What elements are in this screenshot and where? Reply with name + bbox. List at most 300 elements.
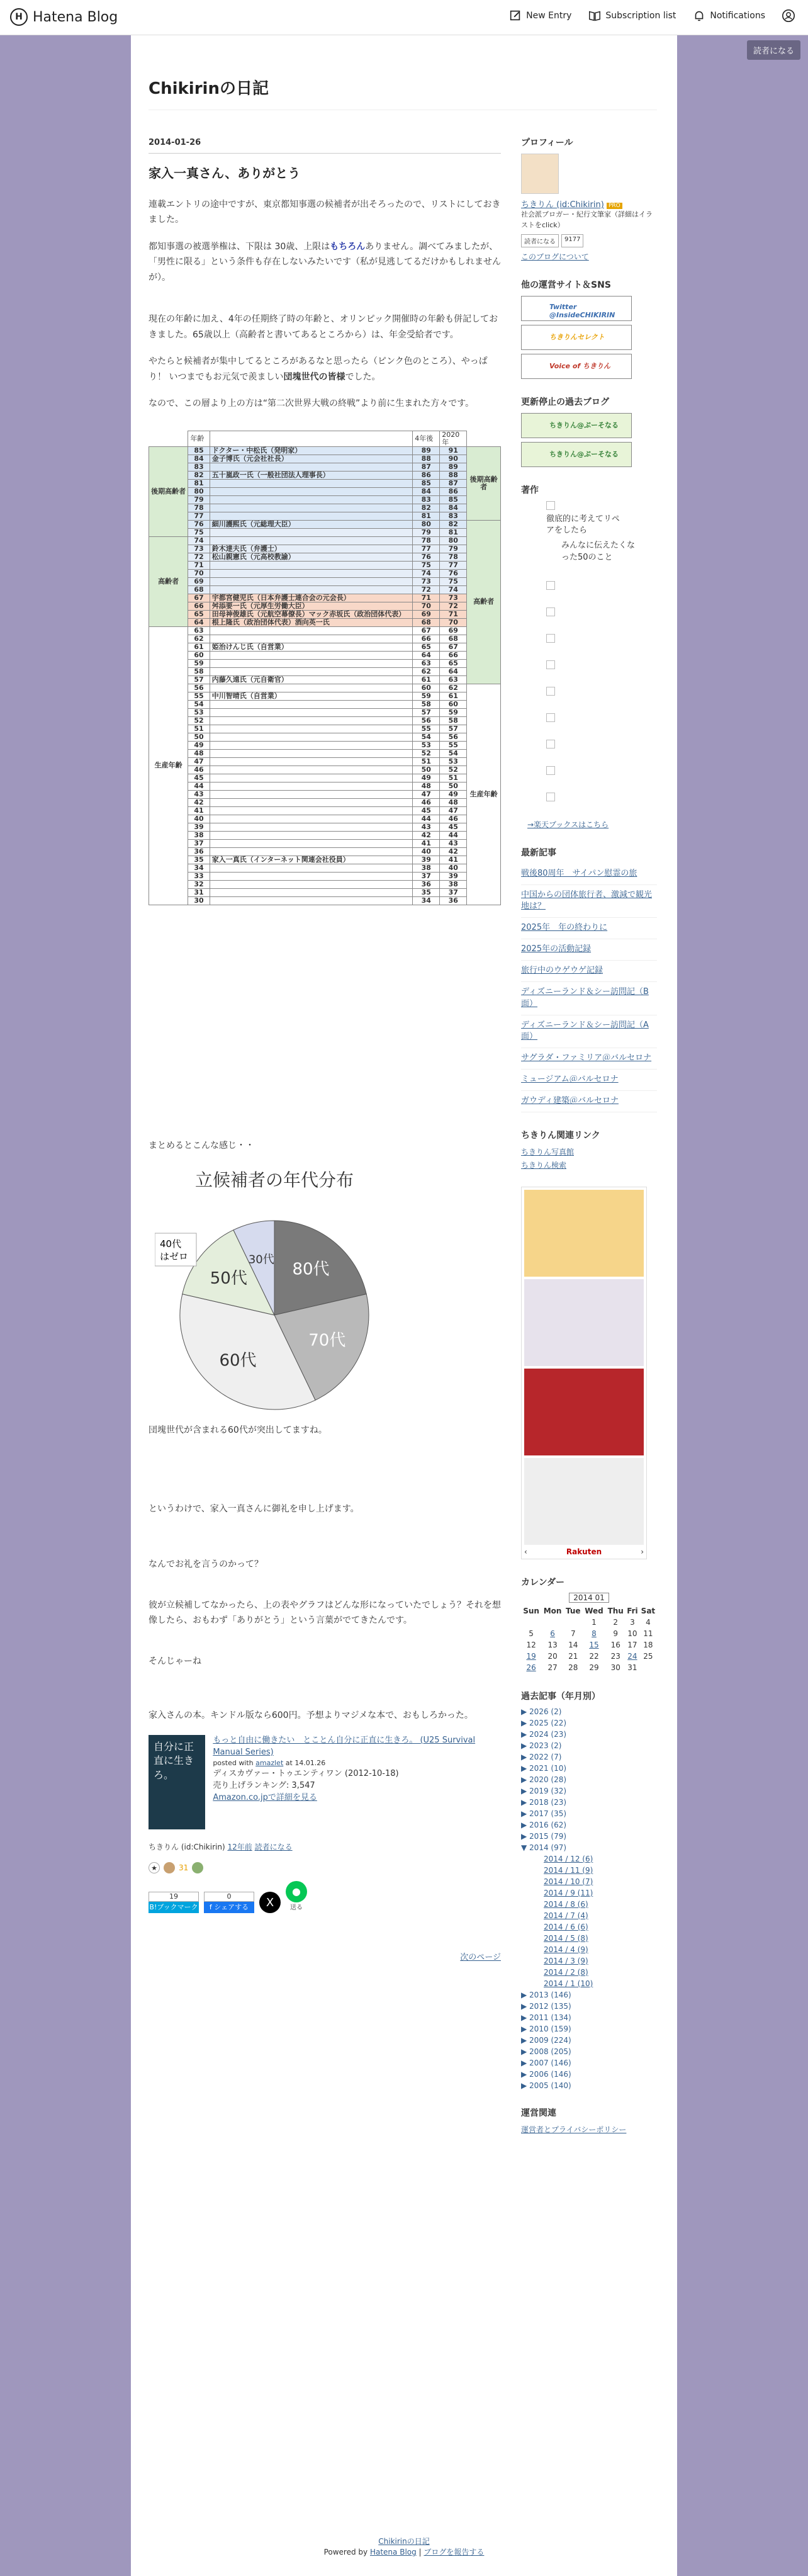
age-cell: 47 [440, 806, 467, 815]
age-cell: 53 [188, 708, 210, 716]
age-cell: 83 [440, 512, 467, 520]
table-row [149, 643, 501, 651]
archive-year[interactable]: ▶ 2019 (32) [521, 1786, 567, 1795]
age-cell: 36 [188, 847, 210, 856]
rakuten-logo[interactable]: Rakuten [566, 1547, 602, 1556]
age-cell: 88 [413, 455, 440, 463]
calendar-day: 31 [627, 1663, 637, 1672]
calendar-day-header: Fri [627, 1606, 638, 1615]
entry-title[interactable]: 家入一真さん、ありがとう [149, 165, 301, 181]
archive-year[interactable]: ▶ 2015 (79) [521, 1831, 567, 1841]
age-cell: 70 [440, 618, 467, 626]
age-cell: 39 [413, 856, 440, 864]
candidate-cell [210, 635, 413, 643]
age-cell: 68 [188, 585, 210, 594]
candidate-cell [210, 798, 413, 806]
paragraph: 団塊世代が含まれる60代が突出してますね。 [149, 1425, 327, 1436]
age-cell: 60 [188, 651, 210, 659]
archive-year[interactable]: ▶ 2020 (28) [521, 1775, 567, 1784]
archive-month[interactable]: 2014 / 1 (10) [544, 1979, 593, 1988]
candidate-cell [210, 585, 413, 594]
age-cell: 76 [440, 569, 467, 577]
table-row [149, 741, 501, 749]
share-buttons [149, 1881, 501, 1914]
calendar-day-link[interactable]: 26 [526, 1663, 536, 1672]
age-cell: 64 [188, 618, 210, 626]
recent-entry-link[interactable]: 戦後80周年 サイパン慰霊の旅 [521, 864, 657, 885]
table-row [149, 487, 501, 495]
pie-label-1: 70代 [308, 1331, 346, 1350]
next-page-link[interactable]: 次のページ [460, 1953, 501, 1963]
blog-page [131, 35, 677, 2576]
paragraph: やたらと候補者が集中してるところがあるなと思ったら（ピンク色のところ）、やっぱり！ いつまでもお元気で羨ましい団塊世代の皆様でした。 [149, 356, 488, 382]
paragraph: 連載エントリの途中ですが、東京都知事選の候補者が出そろったので、リストにしておきました。 [149, 199, 501, 225]
table-row [149, 790, 501, 798]
recent-entry-link[interactable]: ディズニーランド＆シー訪問記（A面） [521, 1015, 657, 1049]
age-cell: 40 [440, 864, 467, 872]
age-cell: 64 [440, 667, 467, 675]
age-cell: 66 [440, 651, 467, 659]
book-icon [588, 9, 602, 23]
candidate-cell [210, 847, 413, 856]
archive-year[interactable]: ▶ 2006 (146) [521, 2069, 571, 2079]
age-cell: 60 [413, 684, 440, 692]
age-cell: 86 [440, 487, 467, 495]
recent-entry-link[interactable]: 中国からの団体旅行者、激減で観光地は？ [521, 885, 657, 918]
calendar-header-row [521, 1605, 657, 1617]
age-cell: 46 [413, 798, 440, 806]
ad-prev-icon[interactable]: ‹ [524, 1547, 527, 1556]
table-row [149, 798, 501, 806]
candidate-cell: 金子博氏（元会社社長） [210, 455, 413, 463]
candidate-cell [210, 684, 413, 692]
section-heading: 最新記事 [521, 847, 556, 858]
archive-year[interactable]: ▶ 2013 (146) [521, 1990, 571, 1999]
age-cell: 35 [413, 888, 440, 896]
footer-hatena-link[interactable]: Hatena Blog [369, 2548, 417, 2556]
age-cell: 62 [440, 684, 467, 692]
age-cell: 46 [188, 765, 210, 774]
age-cell: 68 [440, 635, 467, 643]
pie-label-5: 30代 [248, 1253, 274, 1267]
age-cell: 45 [440, 823, 467, 831]
pie-chart [155, 1165, 394, 1416]
age-cell: 50 [413, 765, 440, 774]
candidate-cell [210, 782, 413, 790]
age-cell: 45 [413, 806, 440, 815]
other-site-banner[interactable]: ちきりんセレクト [521, 325, 632, 350]
age-cell: 79 [413, 528, 440, 536]
age-cell: 40 [188, 815, 210, 823]
age-cell: 45 [188, 774, 210, 782]
age-table [149, 431, 501, 905]
age-cell: 87 [440, 479, 467, 487]
section-heading: 過去記事（年月別） [521, 1691, 600, 1702]
age-cell: 67 [413, 626, 440, 635]
ad-item-image[interactable] [524, 1458, 644, 1545]
table-row [149, 847, 501, 856]
amazlet-link[interactable]: amazlet [255, 1759, 284, 1768]
candidate-cell: 舛添要一氏（元厚生労働大臣） [210, 602, 413, 610]
candidate-cell [210, 872, 413, 880]
book-placeholder-icon[interactable] [546, 501, 555, 510]
book-title-link[interactable]: もっと自由に働きたい とことん自分に正直に生きろ。 (U25 Survival Manual Series) [213, 1735, 476, 1757]
archive-year[interactable]: ▶ 2021 (10) [521, 1763, 567, 1773]
calendar-day: 2 [613, 1617, 619, 1627]
archive-month[interactable]: 2014 / 7 (4) [544, 1911, 588, 1920]
calendar-day: 3 [630, 1617, 635, 1627]
blog-title[interactable]: Chikirinの日記 [149, 79, 269, 98]
book-widget [149, 1735, 501, 1829]
ad-nav [524, 1547, 644, 1556]
meta-reader-link[interactable]: 読者になる [254, 1842, 293, 1851]
candidate-cell [210, 561, 413, 569]
archive-month[interactable]: 2014 / 5 (8) [544, 1933, 588, 1943]
profile-reader-count: 9177 [561, 234, 583, 247]
about-blog-link[interactable]: このブログについて [521, 252, 589, 261]
recent-entry-link[interactable]: ミュージアム＠バルセロナ [521, 1070, 657, 1091]
age-cell: 44 [188, 782, 210, 790]
candidate-cell: 鈴木達夫氏（弁護士） [210, 545, 413, 553]
archive-month[interactable]: 2014 / 2 (8) [544, 1967, 588, 1977]
age-cell: 49 [413, 774, 440, 782]
archive-year[interactable]: ▶ 2010 (159) [521, 2024, 571, 2033]
related-links-section [521, 1129, 657, 1170]
age-cell: 63 [413, 659, 440, 667]
archive-month[interactable]: 2014 / 8 (6) [544, 1899, 588, 1909]
candidate-cell [210, 536, 413, 545]
other-site-banner[interactable]: Twitter @InsideCHIKIRIN [521, 296, 632, 321]
ad-item-image[interactable] [524, 1279, 644, 1366]
archive-month[interactable]: 2014 / 11 (9) [544, 1865, 593, 1875]
hatena-blog-logo[interactable]: H Hatena Blog [10, 8, 118, 26]
add-star-icon[interactable]: ★ [149, 1862, 160, 1873]
archive-month[interactable]: 2014 / 6 (6) [544, 1922, 588, 1931]
candidate-cell [210, 896, 413, 905]
candidate-cell [210, 512, 413, 520]
table-row [149, 872, 501, 880]
age-cell: 77 [440, 561, 467, 569]
archive-year[interactable]: ▶ 2011 (134) [521, 2013, 571, 2022]
related-link[interactable]: ちきりん検索 [521, 1160, 567, 1170]
paragraph: 彼が立候補してなかったら、上の表やグラフはどんな形になっていたでしょう？それを想像したら、おもわず「ありがとう」という言葉がでてきたんです。 [149, 1600, 501, 1626]
col-header [210, 431, 413, 446]
amazon-detail-link[interactable]: Amazon.co.jpで詳細を見る [213, 1793, 317, 1803]
candidate-cell [210, 790, 413, 798]
section-heading: 著作 [521, 485, 539, 495]
age-cell: 41 [188, 806, 210, 815]
star-count[interactable]: 31 [179, 1863, 189, 1872]
age-cell: 47 [413, 790, 440, 798]
recent-entry-link[interactable]: ガウディ建築＠バルセロナ [521, 1091, 657, 1112]
age-cell: 50 [440, 782, 467, 790]
user-avatar-icon[interactable] [782, 9, 795, 23]
calendar-month-select[interactable]: 2014 01 [569, 1593, 609, 1603]
calendar-day: 10 [627, 1629, 637, 1638]
age-cell: 64 [413, 651, 440, 659]
age-cell: 41 [413, 839, 440, 847]
book-placeholder-icon[interactable] [546, 793, 555, 801]
candidate-cell [210, 495, 413, 504]
age-cell: 51 [413, 757, 440, 765]
candidate-cell [210, 577, 413, 585]
age-cell: 42 [413, 831, 440, 839]
table-row [149, 618, 501, 626]
calendar-day-link[interactable]: 15 [589, 1640, 599, 1649]
candidate-cell [210, 823, 413, 831]
candidate-cell [210, 749, 413, 757]
footer-blog-link[interactable]: Chikirinの日記 [378, 2537, 430, 2546]
age-cell: 55 [440, 741, 467, 749]
age-cell: 70 [413, 602, 440, 610]
book-cover-image[interactable]: 自分に正直に生きろ。 [149, 1735, 205, 1829]
calendar-day [564, 1617, 582, 1628]
age-cell: 84 [188, 455, 210, 463]
paragraph: まとめるとこんな感じ・・ [149, 1140, 254, 1151]
age-cell: 55 [188, 692, 210, 700]
line-share-button[interactable]: ● 送る [286, 1881, 307, 1914]
age-cell: 57 [413, 708, 440, 716]
candidate-cell [210, 487, 413, 495]
calendar-day-link[interactable]: 6 [550, 1629, 555, 1638]
archive-year[interactable]: ▶ 2007 (146) [521, 2058, 571, 2067]
book-title-2[interactable]: みんなに伝えたくなった50のこと [561, 541, 636, 562]
table-row [149, 896, 501, 905]
calendar-day-header: Tue [566, 1606, 581, 1615]
book-placeholder-icon[interactable] [546, 660, 555, 669]
archive-year[interactable]: ▶ 2018 (23) [521, 1797, 567, 1807]
calendar-section [521, 1576, 657, 1673]
side-label-right: 生産年齢 [467, 684, 501, 905]
table-row [149, 667, 501, 675]
table-row [149, 626, 501, 635]
calendar-week [521, 1617, 657, 1628]
age-cell: 73 [413, 577, 440, 585]
age-cell: 78 [413, 536, 440, 545]
age-cell: 87 [413, 463, 440, 471]
age-cell: 89 [440, 463, 467, 471]
age-cell: 83 [188, 463, 210, 471]
age-cell: 57 [440, 725, 467, 733]
section-heading: 他の運営サイト＆SNS [521, 280, 611, 290]
section-heading: ちきりん関連リンク [521, 1130, 600, 1141]
notifications-link[interactable]: Notifications [692, 9, 765, 23]
archive-year[interactable]: ▶ 2016 (62) [521, 1820, 567, 1829]
table-row [149, 839, 501, 847]
calendar-day: 22 [589, 1651, 599, 1661]
facebook-share-button[interactable]: 0 f シェアする [204, 1892, 254, 1913]
calendar-day-link[interactable]: 19 [526, 1651, 536, 1661]
age-cell: 47 [188, 757, 210, 765]
book-placeholder-icon[interactable] [546, 713, 555, 722]
entry-meta: ちきりん (id:Chikirin) 12年前 読者になる [149, 1842, 293, 1851]
archive-month[interactable]: 2014 / 3 (9) [544, 1956, 588, 1965]
age-cell: 51 [188, 725, 210, 733]
old-blog-banner[interactable]: ちきりん@ぷーそなる [521, 442, 632, 467]
calendar-day: 12 [526, 1640, 536, 1649]
new-entry-link[interactable]: New Entry [508, 9, 571, 23]
archive-year[interactable]: ▶ 2012 (135) [521, 2001, 571, 2011]
paragraph: なんでお礼を言うのかって？ [149, 1559, 263, 1570]
table-row [149, 610, 501, 618]
book-placeholder-icon[interactable] [546, 607, 555, 616]
age-cell: 43 [188, 790, 210, 798]
calendar-day-link[interactable]: 24 [627, 1651, 637, 1661]
ad-item-image[interactable] [524, 1190, 644, 1277]
archive-year[interactable]: ▶ 2009 (224) [521, 2035, 571, 2045]
archive-year[interactable]: ▶ 2008 (205) [521, 2047, 571, 2056]
calendar-day-header: Sun [523, 1606, 539, 1615]
candidate-cell: 細川護熙氏（元総理大臣） [210, 520, 413, 528]
age-cell: 66 [413, 635, 440, 643]
archive-year[interactable]: ▼ 2014 (97) [521, 1843, 567, 1852]
old-blog-banner[interactable]: ちきりん@ぷーそなる [521, 413, 632, 438]
old-blogs-section [521, 395, 657, 467]
age-cell: 66 [188, 602, 210, 610]
pie-label-3: 50代 [210, 1269, 247, 1289]
archive-month[interactable]: 2014 / 12 (6) [544, 1854, 593, 1863]
book-placeholder-icon[interactable] [546, 581, 555, 590]
age-cell: 53 [413, 741, 440, 749]
entry-time-link[interactable]: 12年前 [227, 1842, 252, 1851]
table-row [149, 659, 501, 667]
age-cell: 49 [188, 741, 210, 749]
age-cell: 72 [440, 602, 467, 610]
table-row [149, 455, 501, 463]
book-placeholder-icon[interactable] [546, 766, 555, 775]
footer-report-link[interactable]: ブログを報告する [424, 2548, 485, 2556]
candidate-cell [210, 716, 413, 725]
entry-date[interactable]: 2014-01-26 [149, 136, 501, 154]
archive-year[interactable]: ▶ 2005 (140) [521, 2081, 571, 2090]
age-cell: 52 [413, 749, 440, 757]
table-row [149, 880, 501, 888]
age-cell: 73 [188, 545, 210, 553]
table-row [149, 716, 501, 725]
profile-avatar[interactable] [521, 154, 559, 194]
subscription-list-link[interactable]: Subscription list [588, 9, 676, 23]
archive-month[interactable]: 2014 / 4 (9) [544, 1945, 588, 1954]
privacy-policy-link[interactable]: 運営者とプライバシーポリシー [521, 2125, 627, 2134]
archive-year[interactable]: ▶ 2026 (2) [521, 1707, 562, 1716]
calendar-day: 29 [589, 1663, 599, 1672]
profile-reader-button[interactable]: 読者になる [521, 234, 559, 247]
age-cell: 71 [188, 561, 210, 569]
recent-entry-link[interactable]: 旅行中のウゲウゲ記録 [521, 961, 657, 982]
table-row [149, 684, 501, 692]
age-cell: 81 [188, 479, 210, 487]
other-sites-section [521, 278, 657, 379]
candidate-cell: 宇都宮健児氏（日本弁護士連合会の元会長） [210, 594, 413, 602]
calendar-day: 27 [547, 1663, 558, 1672]
age-cell: 67 [440, 643, 467, 651]
rakuten-books-link[interactable]: →楽天ブックスはこちら [527, 820, 609, 829]
pro-badge: PRO [607, 203, 622, 209]
related-link[interactable]: ちきりん写真館 [521, 1147, 575, 1156]
archive-month[interactable]: 2014 / 10 (7) [544, 1877, 593, 1886]
table-row [149, 602, 501, 610]
age-cell: 84 [440, 504, 467, 512]
keyword-link[interactable]: もちろん [330, 241, 366, 252]
age-cell: 43 [440, 839, 467, 847]
archive-year[interactable]: ▶ 2022 (7) [521, 1752, 562, 1761]
book-title-1[interactable]: 徹底的に考えてリペアをしたら [546, 514, 620, 536]
archive-month[interactable]: 2014 / 9 (11) [544, 1888, 593, 1897]
profile-reader-row [521, 234, 657, 247]
calendar-day [639, 1662, 657, 1673]
profile-name-link[interactable]: ちきりん (id:Chikirin) [521, 200, 604, 210]
archive-year[interactable]: ▶ 2024 (23) [521, 1729, 567, 1739]
calendar-day: 18 [643, 1640, 653, 1649]
hatena-logo-icon: H [10, 8, 28, 26]
age-cell: 48 [188, 749, 210, 757]
archive-year[interactable]: ▶ 2023 (2) [521, 1741, 562, 1750]
book-placeholder-icon[interactable] [546, 634, 555, 643]
ad-next-icon[interactable]: › [641, 1547, 644, 1556]
candidate-cell: 松山親憲氏（元高校教諭） [210, 553, 413, 561]
recent-entry-link[interactable]: 2025年の活動記録 [521, 939, 657, 961]
table-row [149, 651, 501, 659]
star-avatar-icon[interactable] [164, 1862, 175, 1873]
candidate-cell [210, 806, 413, 815]
bell-icon [692, 9, 706, 23]
calendar-week [521, 1662, 657, 1673]
age-cell: 78 [188, 504, 210, 512]
age-cell: 56 [440, 733, 467, 741]
chart-title: 立候補者の年代分布 [194, 1170, 354, 1191]
table-row [149, 823, 501, 831]
archive-year[interactable]: ▶ 2025 (22) [521, 1718, 567, 1727]
age-cell: 86 [413, 471, 440, 479]
age-cell: 33 [188, 872, 210, 880]
col-header: 4年後 [413, 431, 440, 446]
star-avatar-icon[interactable] [192, 1862, 203, 1873]
other-site-banner[interactable]: Voice of ちきりん [521, 354, 632, 379]
age-cell: 81 [413, 512, 440, 520]
age-cell: 69 [440, 626, 467, 635]
age-cell: 57 [188, 675, 210, 684]
age-cell: 58 [440, 716, 467, 725]
age-cell: 72 [188, 553, 210, 561]
ad-item-image[interactable] [524, 1369, 644, 1455]
hatena-bookmark-button[interactable]: 19 B!ブックマーク [149, 1892, 199, 1913]
recent-entry-link[interactable]: ディズニーランド＆シー訪問記（B面） [521, 982, 657, 1015]
calendar-day-link[interactable]: 8 [592, 1629, 597, 1638]
rakuten-ad [521, 1187, 647, 1559]
age-cell: 42 [440, 847, 467, 856]
candidate-cell: 五十嵐政一氏（一般社団法人理事長） [210, 471, 413, 479]
section-heading: カレンダー [521, 1577, 565, 1588]
calendar-day [521, 1617, 541, 1628]
age-cell: 63 [440, 675, 467, 684]
subscribe-reader-button[interactable]: 読者になる [747, 40, 800, 60]
table-row [149, 536, 501, 545]
archive-section [521, 1690, 657, 2090]
age-cell: 65 [413, 643, 440, 651]
x-share-icon[interactable]: X [259, 1892, 281, 1913]
book-placeholder-icon[interactable] [546, 687, 555, 696]
candidate-cell: 内藤久遠氏（元自衛官） [210, 675, 413, 684]
calendar-day: 25 [643, 1651, 653, 1661]
table-row [149, 733, 501, 741]
book-placeholder-icon[interactable] [546, 740, 555, 749]
recent-entry-link[interactable]: サグラダ・ファミリア＠バルセロナ [521, 1048, 657, 1070]
recent-entry-link[interactable]: 2025年 年の終わりに [521, 918, 657, 939]
archive-year[interactable]: ▶ 2017 (35) [521, 1809, 567, 1818]
candidate-cell [210, 831, 413, 839]
candidate-cell: 中川智晴氏（自営業） [210, 692, 413, 700]
side-label-right: 高齢者 [467, 520, 501, 684]
